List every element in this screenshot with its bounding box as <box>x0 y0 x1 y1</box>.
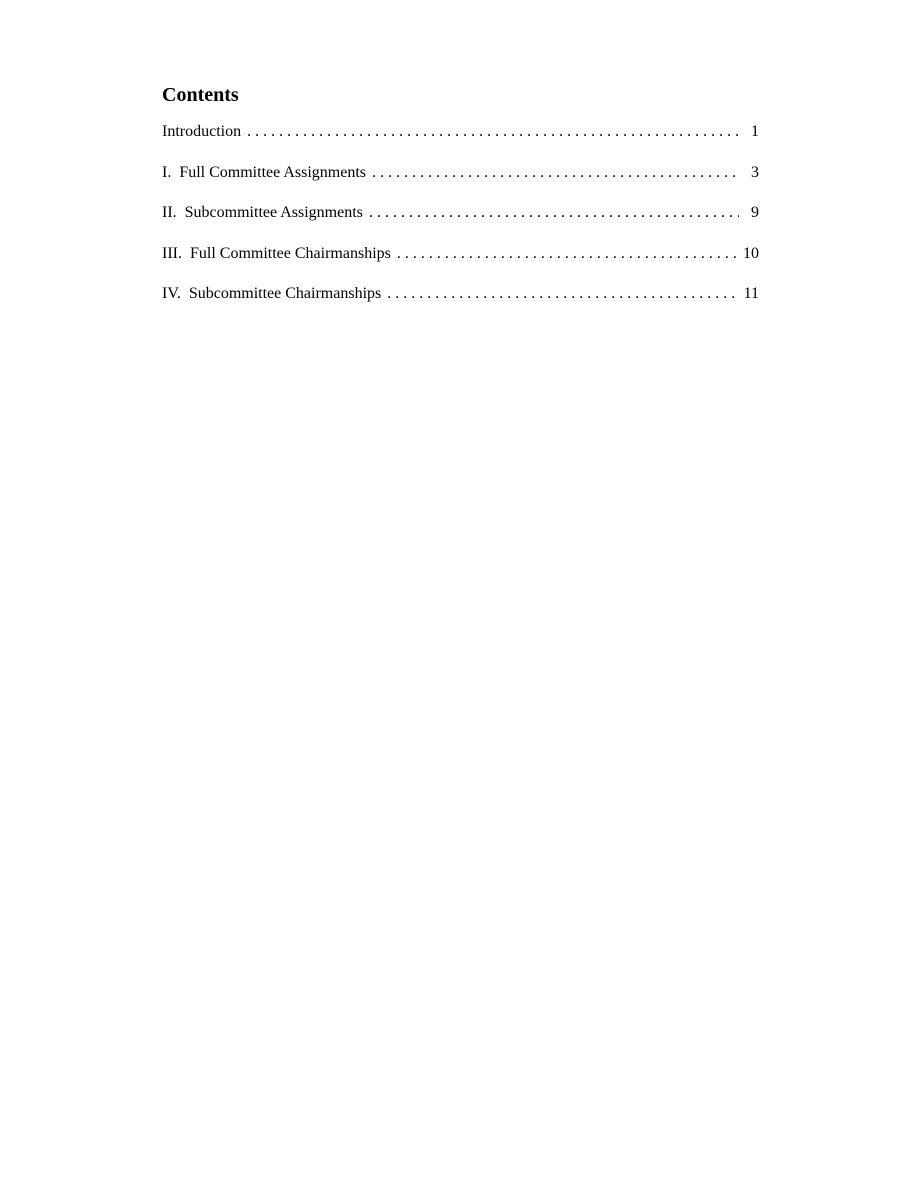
toc-entry-page-number: 10 <box>737 244 759 264</box>
toc-entry-full-committee-chairmanships[interactable] <box>162 244 759 264</box>
toc-dot-leader <box>372 163 739 183</box>
toc-entry-page-number: 1 <box>739 122 759 142</box>
toc-entry-label: II. Subcommittee Assignments <box>162 203 369 223</box>
toc-entry-introduction[interactable] <box>162 122 759 142</box>
toc-dot-leader <box>387 284 737 304</box>
toc-entry-page-number: 9 <box>739 203 759 223</box>
toc-dot-leader <box>369 203 739 223</box>
document-page <box>162 82 759 325</box>
toc-entry-full-committee-assignments[interactable] <box>162 163 759 183</box>
table-of-contents <box>162 122 759 304</box>
toc-entry-label: III. Full Committee Chairmanships <box>162 244 397 264</box>
toc-entry-label: Introduction <box>162 122 247 142</box>
toc-entry-page-number: 11 <box>738 284 759 304</box>
toc-entry-subcommittee-chairmanships[interactable] <box>162 284 759 304</box>
toc-entry-label: IV. Subcommittee Chairmanships <box>162 284 387 304</box>
toc-entry-label: I. Full Committee Assignments <box>162 163 372 183</box>
toc-entry-page-number: 3 <box>739 163 759 183</box>
toc-entry-subcommittee-assignments[interactable] <box>162 203 759 223</box>
toc-dot-leader <box>247 122 739 142</box>
contents-heading: Contents <box>162 84 239 106</box>
toc-dot-leader <box>397 244 737 264</box>
